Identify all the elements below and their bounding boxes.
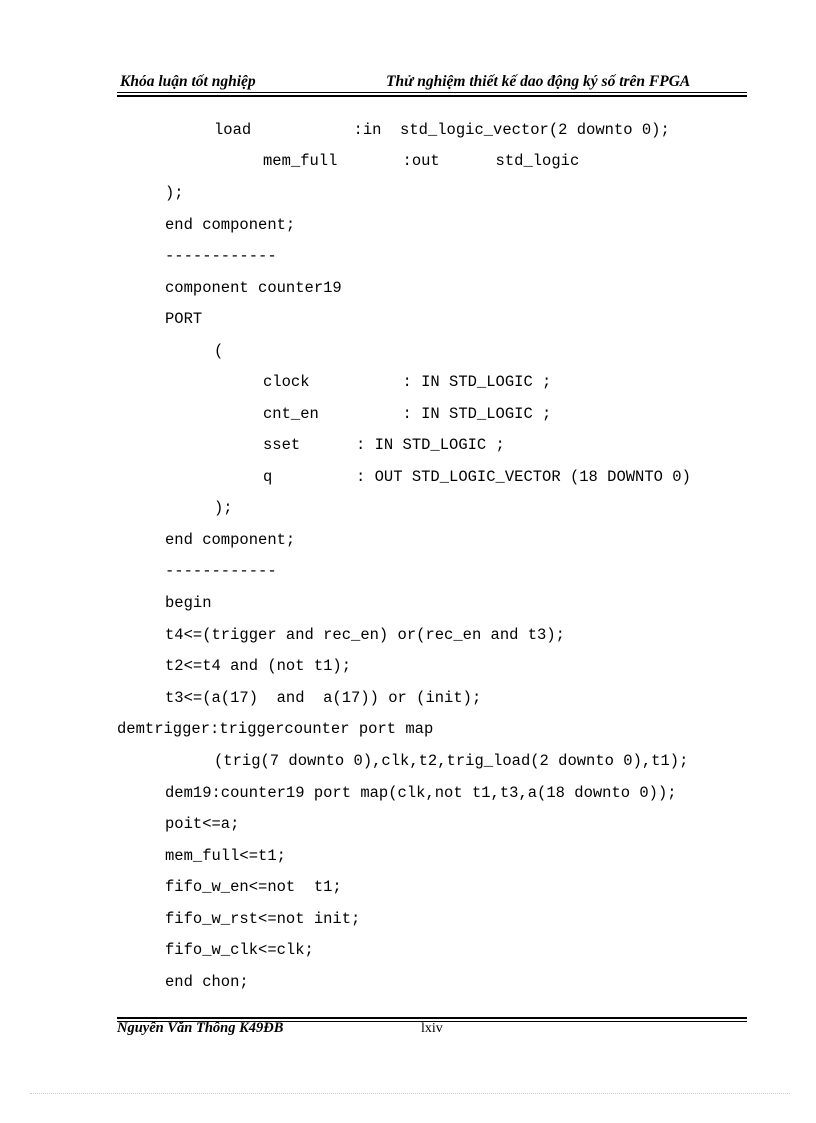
code-line: ------------ <box>165 562 277 580</box>
page-number: lxiv <box>421 1021 443 1036</box>
footer-author: Nguyên Văn Thông K49ĐB <box>117 1020 284 1036</box>
code-line: end component; <box>165 531 296 549</box>
code-line: PORT <box>165 310 203 328</box>
header-rule-thick <box>117 95 747 97</box>
code-line: component counter19 <box>165 279 342 297</box>
code-line: fifo_w_rst<=not init; <box>165 910 361 928</box>
code-line: q : OUT STD_LOGIC_VECTOR (18 DOWNTO 0) <box>263 468 691 486</box>
code-line: poit<=a; <box>165 815 240 833</box>
page-edge-divider <box>30 1093 790 1094</box>
code-line: dem19:counter19 port map(clk,not t1,t3,a(18 downto 0)); <box>165 784 677 802</box>
code-line: (trig(7 downto 0),clk,t2,trig_load(2 downto 0),t1); <box>214 752 689 770</box>
code-line: ------------ <box>165 247 277 265</box>
code-line: load :in std_logic_vector(2 downto 0); <box>214 121 670 139</box>
header-thesis-title: Thử nghiệm thiết kế dao động ký số trên FPGA <box>386 73 691 90</box>
header-rule-thin <box>117 92 747 93</box>
code-line: fifo_w_clk<=clk; <box>165 941 314 959</box>
code-line: mem_full<=t1; <box>165 847 286 865</box>
code-line: end component; <box>165 216 296 234</box>
code-line: begin <box>165 594 212 612</box>
code-line: ( <box>214 342 224 360</box>
code-line: mem_full :out std_logic <box>263 152 580 170</box>
code-line: cnt_en : IN STD_LOGIC ; <box>263 405 552 423</box>
code-line: demtrigger:triggercounter port map <box>117 720 434 738</box>
header-thesis-label: Khóa luận tốt nghiệp <box>120 73 256 90</box>
code-line: t4<=(trigger and rec_en) or(rec_en and t3); <box>165 626 565 644</box>
footer-rule-thick <box>117 1017 747 1019</box>
code-line: ); <box>165 184 184 202</box>
code-line: clock : IN STD_LOGIC ; <box>263 373 552 391</box>
code-line: fifo_w_en<=not t1; <box>165 878 342 896</box>
code-line: t2<=t4 and (not t1); <box>165 657 352 675</box>
code-line: end chon; <box>165 973 249 991</box>
code-line: ); <box>214 499 233 517</box>
code-line: t3<=(a(17) and a(17)) or (init); <box>165 689 482 707</box>
code-line: sset : IN STD_LOGIC ; <box>263 436 505 454</box>
